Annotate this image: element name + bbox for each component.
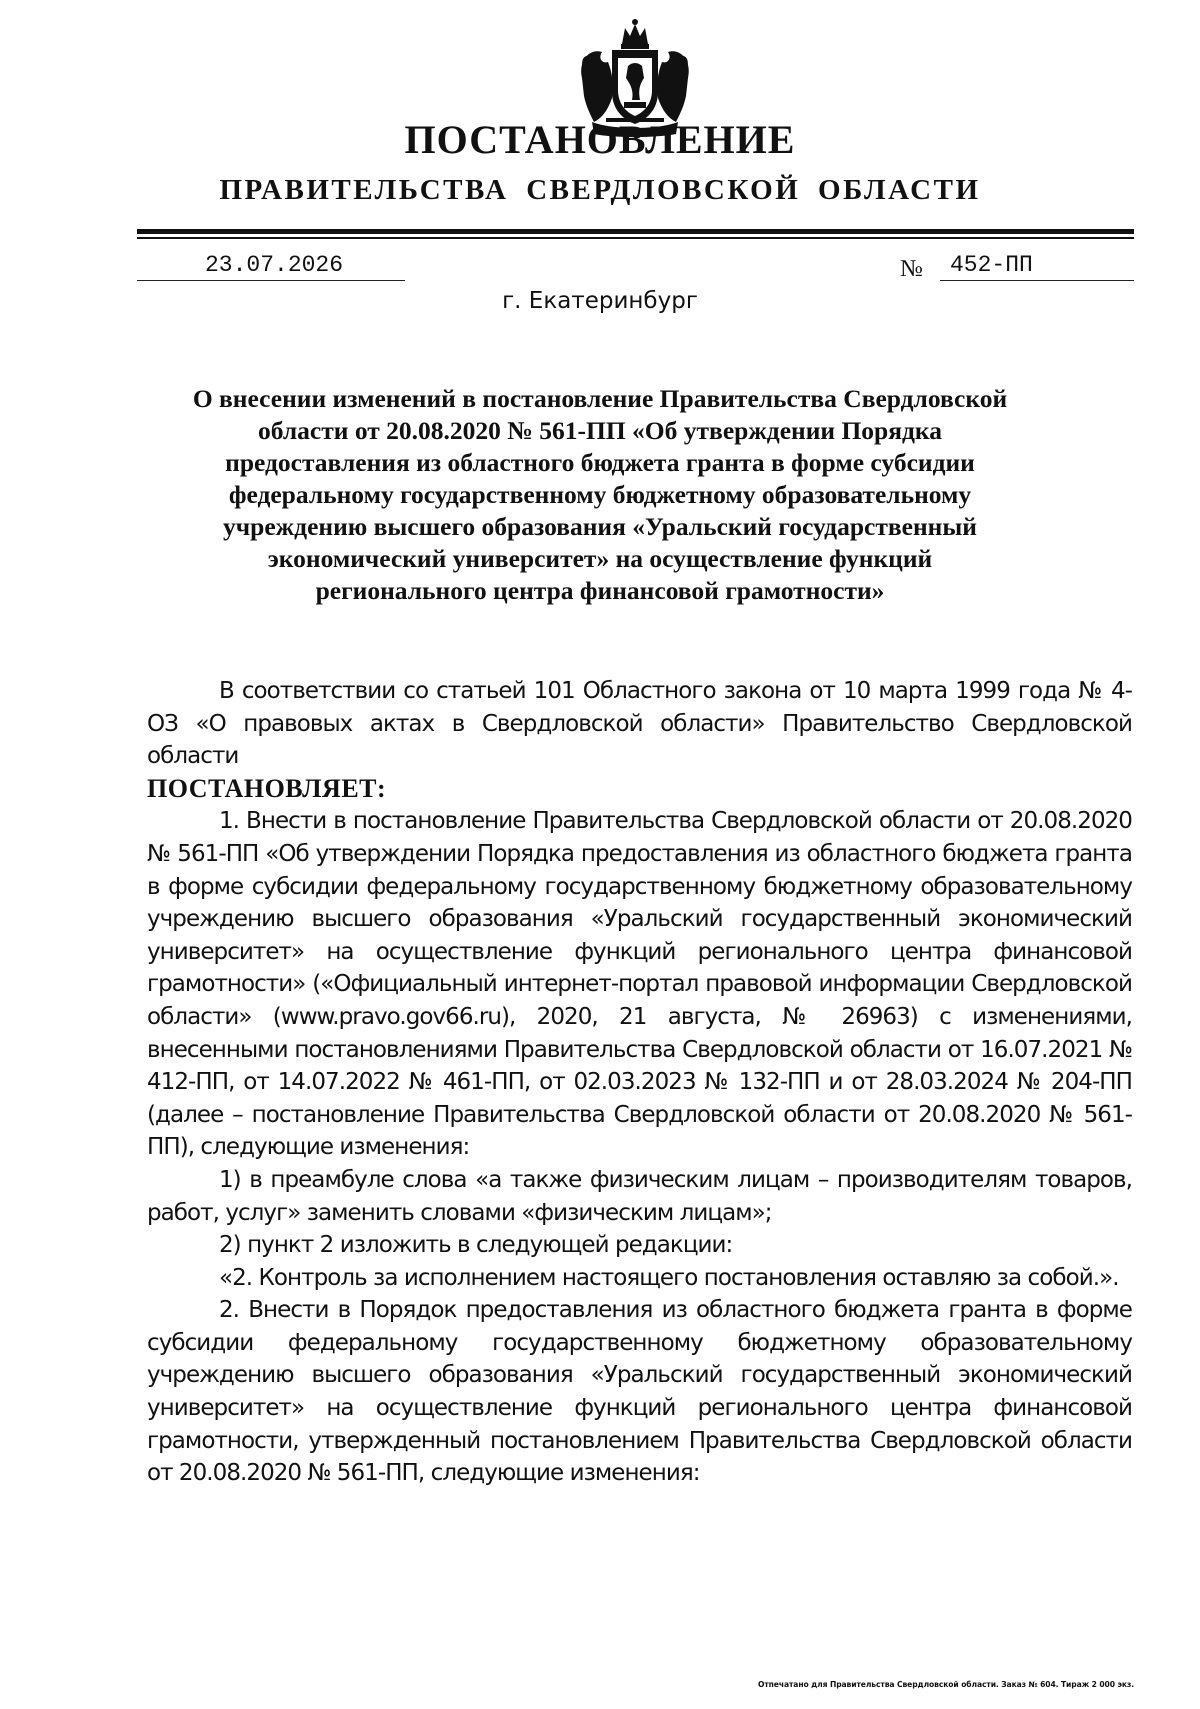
number-sign: № (900, 256, 923, 282)
document-title: О внесении изменений в постановление Правительства Свердловской области от 20.08.2020 № 561-ПП «Об утверждении Порядка предоставления из областного бюджета гранта в форме субсидии федеральному государственному бюджетному образовательному учреждению высшего образования «Уральский государственный экономический университет» на осуществление функций регионального центра финансовой грамотности» (192, 384, 1008, 605)
body-paragraph: «2. Контроль за исполнением настоящего постановления оставляю за собой.». (219, 1264, 1119, 1291)
document-body (147, 675, 1132, 1490)
document-number: 452-ПП (950, 252, 1033, 278)
number-underline (940, 280, 1134, 281)
document-type-title: ПОСТАНОВЛЕНИЕ (404, 117, 796, 162)
decree-word: ПОСТАНОВЛЯЕТ: (147, 773, 387, 803)
body-paragraph: 2) пункт 2 изложить в следующей редакции: (219, 1232, 733, 1259)
body-paragraph: 1) в преамбуле слова «а также физическим лицам – производителям товаров, работ, услуг» заменить словами «физическим лицам»; (147, 1166, 1132, 1226)
document-date: 23.07.2026 (205, 252, 344, 278)
header-divider-thick (137, 229, 1134, 234)
body-paragraph: 1. Внести в постановление Правительства Свердловской области от 20.08.2020 № 561-ПП «Об утверждении Порядка предоставления из областного бюджета гранта в форме субсидии федеральному государственному бюджетному образовательному учреждению высшего образования «Уральский государственный экономический университет» на осуществление функций регионального центра финансовой грамотности» («Официальный интернет-портал правовой информации Свердловской области» (www.pravo.gov66.ru), 2020, 21 августа, № 26963) с изменениями, внесенными постановлениями Правительства Свердловской области от 16.07.2021 № 412-ПП, от 14.07.2022 № 461-ПП, от 02.03.2023 № 132-ПП и от 28.03.2024 № 204-ПП (далее – постановление Правительства Свердловской области от 20.08.2020 № 561-ПП), следующие изменения: (147, 808, 1132, 1161)
city: г. Екатеринбург (502, 288, 698, 314)
issuing-authority: ПРАВИТЕЛЬСТВА СВЕРДЛОВСКОЙ ОБЛАСТИ (219, 174, 981, 206)
preamble-paragraph: В соответствии со статьей 101 Областного закона от 10 марта 1999 года № 4-ОЗ «О правовых актах в Свердловской области» Правительство Свердловской области (147, 678, 1132, 770)
date-underline (137, 280, 405, 281)
print-imprint-footer: Отпечатано для Правительства Свердловской области. Заказ № 604. Тираж 2 000 экз. (758, 1680, 1134, 1689)
header-divider-thin (137, 237, 1134, 239)
body-paragraph: 2. Внести в Порядок предоставления из областного бюджета гранта в форме субсидии федеральному государственному бюджетному образовательному учреждению высшего образования «Уральский государственный экономический университет» на осуществление функций регионального центра финансовой грамотности, утвержденный постановлением Правительства Свердловской области от 20.08.2020 № 561-ПП, следующие изменения: (147, 1297, 1132, 1487)
